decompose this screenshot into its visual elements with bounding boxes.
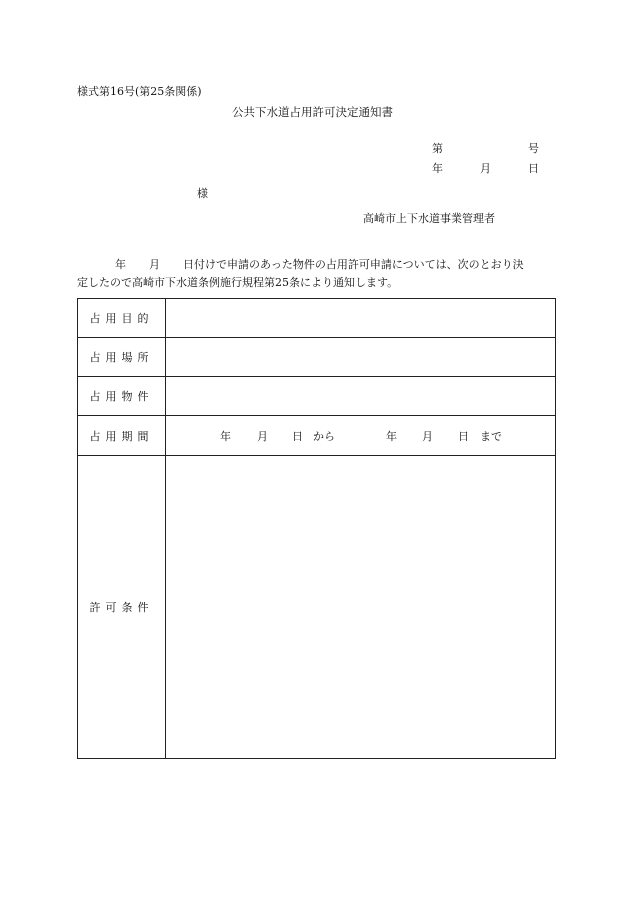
object-field[interactable] (166, 377, 556, 416)
period-to-day: 日 (458, 430, 469, 443)
period-to-year: 年 (386, 430, 397, 443)
document-title: 公共下水道占用許可決定通知書 (232, 105, 393, 119)
period-field[interactable] (166, 416, 556, 456)
number-suffix: 号 (528, 142, 539, 155)
body-month-label: 月 (149, 258, 160, 271)
period-row (78, 416, 556, 456)
conditions-field[interactable] (166, 456, 556, 759)
object-label: 占用物件 (78, 377, 166, 416)
period-from-year: 年 (220, 430, 231, 443)
period-from-label: から (313, 430, 335, 443)
object-row (78, 377, 556, 416)
body-line-1-text: 日付けで申請のあった物件の占用許可申請については、次のとおり決 (183, 258, 524, 271)
permit-table (77, 298, 556, 759)
purpose-row (78, 299, 556, 338)
number-prefix: 第 (432, 142, 443, 155)
purpose-label: 占用目的 (78, 299, 166, 338)
period-to-month: 月 (422, 430, 433, 443)
conditions-label: 許可条件 (78, 456, 166, 759)
place-label: 占用場所 (78, 338, 166, 377)
issuer-name: 高崎市上下水道事業管理者 (363, 212, 495, 225)
date-day-label: 日 (528, 162, 539, 175)
period-from-day: 日 (292, 430, 303, 443)
body-line-2: 定したので高崎市下水道条例施行規程第25条により通知します。 (77, 276, 399, 289)
place-row (78, 338, 556, 377)
place-field[interactable] (166, 338, 556, 377)
form-code: 様式第16号(第25条関係) (77, 85, 202, 98)
purpose-field[interactable] (166, 299, 556, 338)
addressee-suffix: 様 (197, 187, 208, 200)
date-month-label: 月 (480, 162, 491, 175)
period-label: 占用期間 (78, 416, 166, 456)
date-year-label: 年 (432, 162, 443, 175)
conditions-row (78, 456, 556, 759)
period-to-label: まで (480, 430, 502, 443)
body-year-label: 年 (115, 258, 126, 271)
period-from-month: 月 (257, 430, 268, 443)
